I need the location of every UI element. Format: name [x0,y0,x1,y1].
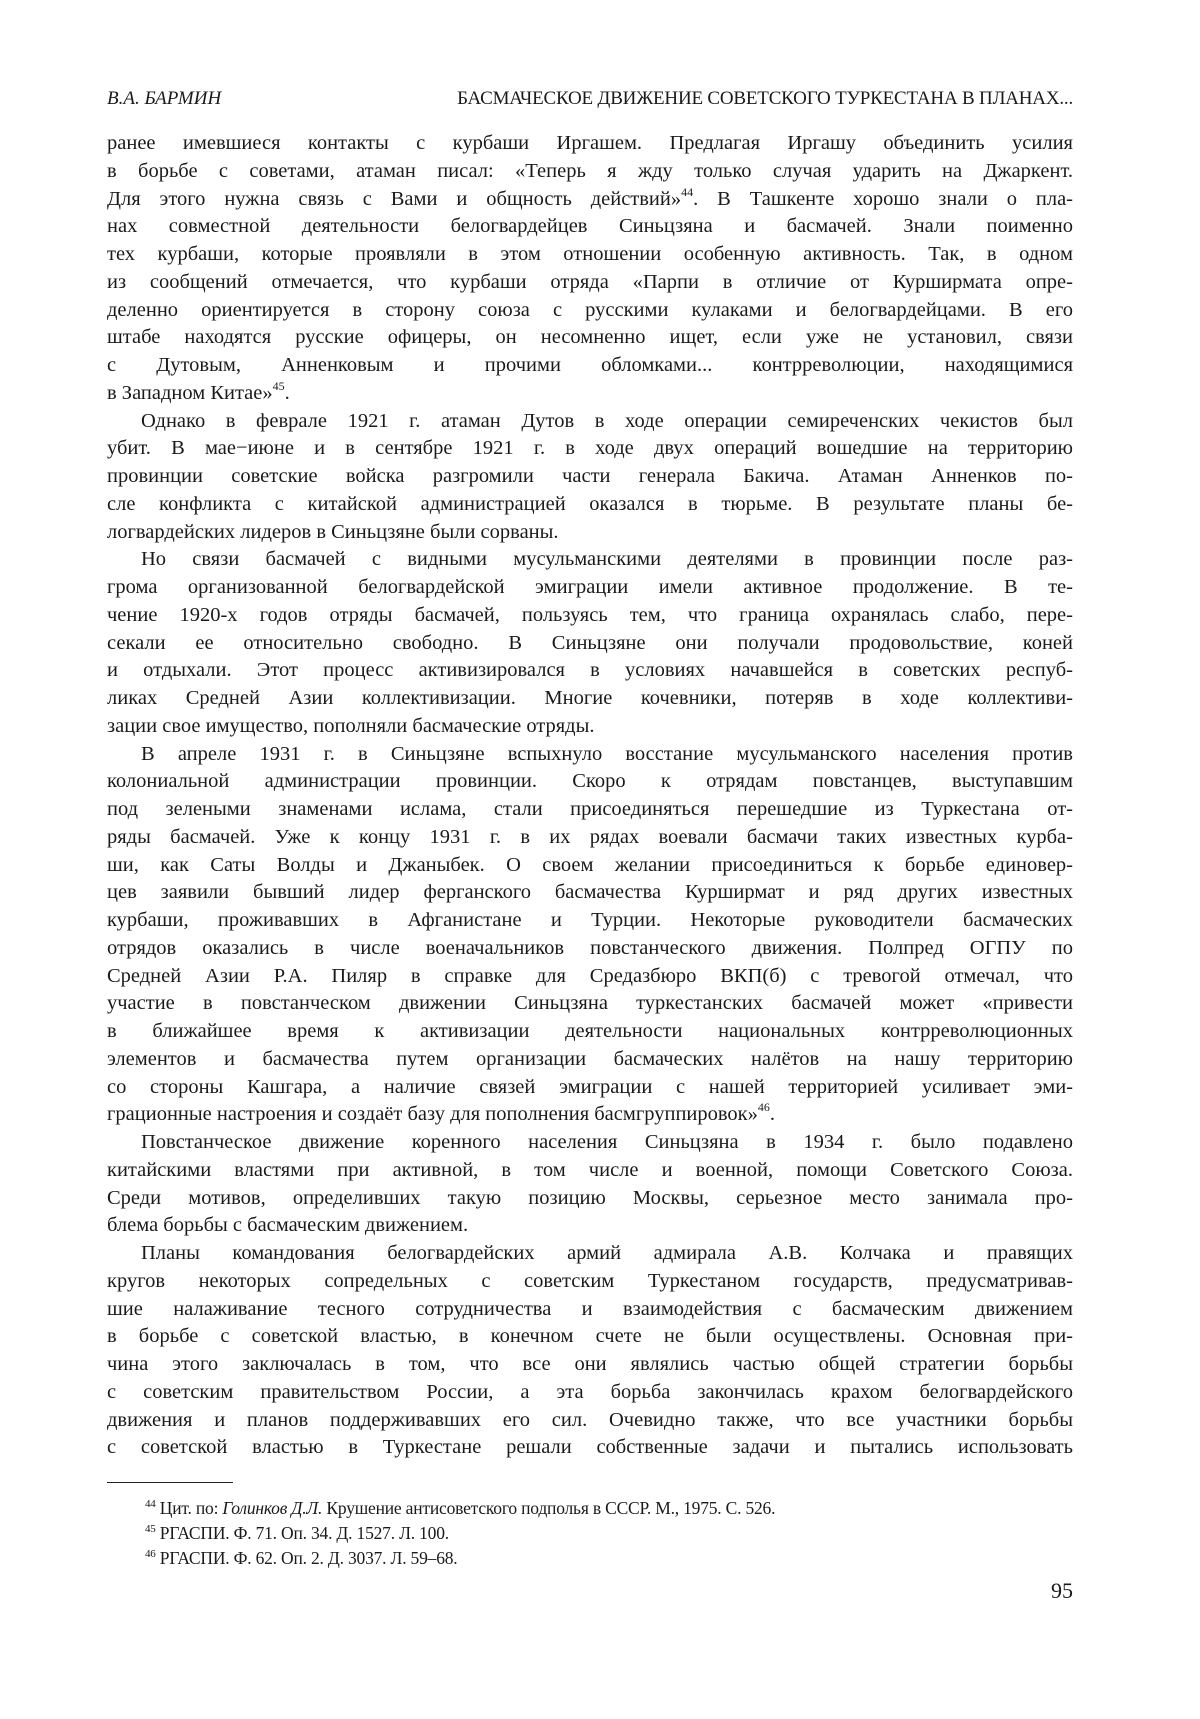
text-line: в борьбе с советами, атаман писал: «Теперь я жду только случая ударить на Джаркент. [107,158,1073,186]
text-line: с советским правительством России, а эта борьба закончилась крахом белогвардейского [107,1379,1073,1407]
text-line: элементов и басмачества путем организации басмаческих налётов на нашу территорию [107,1046,1073,1074]
paragraph [107,1240,1073,1462]
text-line: кругов некоторых сопредельных с советским Туркестаном государств, предусматривав- [107,1268,1073,1296]
text-line: штабе находятся русские офицеры, он несомненно ищет, если уже не установил, связи [107,324,1073,352]
text-line: Для этого нужна связь с Вами и общность действий»44. В Ташкенте хорошо знали о пла- [107,186,1073,214]
text-line: в Западном Китае»45. [107,380,1073,408]
text-line: Но связи басмачей с видными мусульманскими деятелями в провинции после раз- [107,546,1073,574]
footnote-author: Голинков Д.Л. [222,1498,322,1518]
paragraph [107,546,1073,740]
paragraph [107,1129,1073,1240]
footnote-marker[interactable]: 45 [273,379,285,393]
footnote: 44 Цит. по: Голинков Д.Л. Крушение антисоветского подполья в СССР. М., 1975. С. 526. [145,1496,775,1521]
text-line: ликах Средней Азии коллективизации. Многие кочевники, потеряв в ходе коллективи- [107,685,1073,713]
text-line: Среди мотивов, определивших такую позицию Москвы, серьезное место занимала про- [107,1185,1073,1213]
page-number: 95 [1051,1578,1073,1604]
text-line: чение 1920-х годов отряды басмачей, пользуясь тем, что граница охранялась слабо, пере- [107,602,1073,630]
text-line: колониальной администрации провинции. Скоро к отрядам повстанцев, выступавшим [107,768,1073,796]
text-line: деленно ориентируется в сторону союза с русскими кулаками и белогвардейцами. В его [107,297,1073,325]
text-line: участие в повстанческом движении Синьцзяна туркестанских басмачей может «привести [107,990,1073,1018]
text-line: Однако в феврале 1921 г. атаман Дутов в ходе операции семиреченских чекистов был [107,408,1073,436]
footnote: 45 РГАСПИ. Ф. 71. Оп. 34. Д. 1527. Л. 100. [145,1521,775,1546]
text-line: отрядов оказались в числе военачальников повстанческого движения. Полпред ОГПУ по [107,935,1073,963]
text-line: грома организованной белогвардейской эмиграции имели активное продолжение. В те- [107,574,1073,602]
footnote-number: 45 [145,1523,156,1535]
text-line: сле конфликта с китайской администрацией оказался в тюрьме. В результате планы бе- [107,491,1073,519]
text-line: убит. В мае−июне и в сентябре 1921 г. в ходе двух операций вошедшие на территорию [107,435,1073,463]
text-line: из сообщений отмечается, что курбаши отряда «Парпи в отличие от Курширмата опре- [107,269,1073,297]
text-line: ранее имевшиеся контакты с курбаши Иргашем. Предлагая Иргашу объединить усилия [107,130,1073,158]
text-line: В апреле 1931 г. в Синьцзяне вспыхнуло восстание мусульманского населения против [107,741,1073,769]
text-line: грационные настроения и создаёт базу для пополнения басмгруппировок»46. [107,1101,1073,1129]
footnote-marker[interactable]: 46 [758,1100,770,1114]
text-line: в борьбе с советской властью, в конечном счете не были осуществлены. Основная при- [107,1323,1073,1351]
text-line: и отдыхали. Этот процесс активизировался в условиях начавшейся в советских респуб- [107,657,1073,685]
text-line: зации свое имущество, пополняли басмаческие отряды. [107,713,1073,741]
text-line: курбаши, проживавших в Афганистане и Турции. Некоторые руководители басмаческих [107,907,1073,935]
text-line: движения и планов поддерживавших его сил. Очевидно также, что все участники борьбы [107,1407,1073,1435]
paragraph [107,130,1073,408]
text-line: блема борьбы с басмаческим движением. [107,1212,1073,1240]
footnote-number: 44 [145,1498,156,1510]
text-line: провинции советские войска разгромили части генерала Бакича. Атаман Анненков по- [107,463,1073,491]
header-author: В.А. БАРМИН [107,88,221,110]
text-line: логвардейских лидеров в Синьцзяне были сорваны. [107,519,1073,547]
header-title: БАСМАЧЕСКОЕ ДВИЖЕНИЕ СОВЕТСКОГО ТУРКЕСТАНА В ПЛАНАХ... [457,88,1073,110]
text-line: секали ее относительно свободно. В Синьцзяне они получали продовольствие, коней [107,630,1073,658]
text-line: Повстанческое движение коренного населения Синьцзяна в 1934 г. было подавлено [107,1129,1073,1157]
footnotes [145,1496,775,1571]
text-line: под зелеными знаменами ислама, стали присоединяться перешедшие из Туркестана от- [107,796,1073,824]
paragraph [107,741,1073,1130]
text-line: шие налаживание тесного сотрудничества и взаимодействия с басмаческим движением [107,1296,1073,1324]
footnote: 46 РГАСПИ. Ф. 62. Оп. 2. Д. 3037. Л. 59–68. [145,1546,775,1571]
running-header [107,88,1073,114]
text-line: чина этого заключалась в том, что все они являлись частью общей стратегии борьбы [107,1351,1073,1379]
body-text [107,130,1073,1462]
text-line: с советской властью в Туркестане решали собственные задачи и пытались использовать [107,1434,1073,1462]
text-line: тех курбаши, которые проявляли в этом отношении особенную активность. Так, в одном [107,241,1073,269]
text-line: Планы командования белогвардейских армий адмирала А.В. Колчака и правящих [107,1240,1073,1268]
footnote-number: 46 [145,1548,156,1560]
text-line: со стороны Кашгара, а наличие связей эмиграции с нашей территорией усиливает эми- [107,1074,1073,1102]
text-line: цев заявили бывший лидер ферганского басмачества Курширмат и ряд других известных [107,879,1073,907]
text-line: с Дутовым, Анненковым и прочими обломками... контрреволюции, находящимися [107,352,1073,380]
text-line: ши, как Саты Волды и Джаныбек. О своем желании присоединиться к борьбе единовер- [107,852,1073,880]
text-line: Средней Азии Р.А. Пиляр в справке для Средазбюро ВКП(б) с тревогой отмечал, что [107,963,1073,991]
text-line: ряды басмачей. Уже к концу 1931 г. в их рядах воевали басмачи таких известных курба- [107,824,1073,852]
paragraph [107,408,1073,547]
footnote-marker[interactable]: 44 [681,185,693,199]
footnote-divider [107,1482,233,1483]
text-line: китайскими властями при активной, в том числе и военной, помощи Советского Союза. [107,1157,1073,1185]
text-line: в ближайшее время к активизации деятельности национальных контрреволюционных [107,1018,1073,1046]
text-line: нах совместной деятельности белогвардейцев Синьцзяна и басмачей. Знали поименно [107,213,1073,241]
